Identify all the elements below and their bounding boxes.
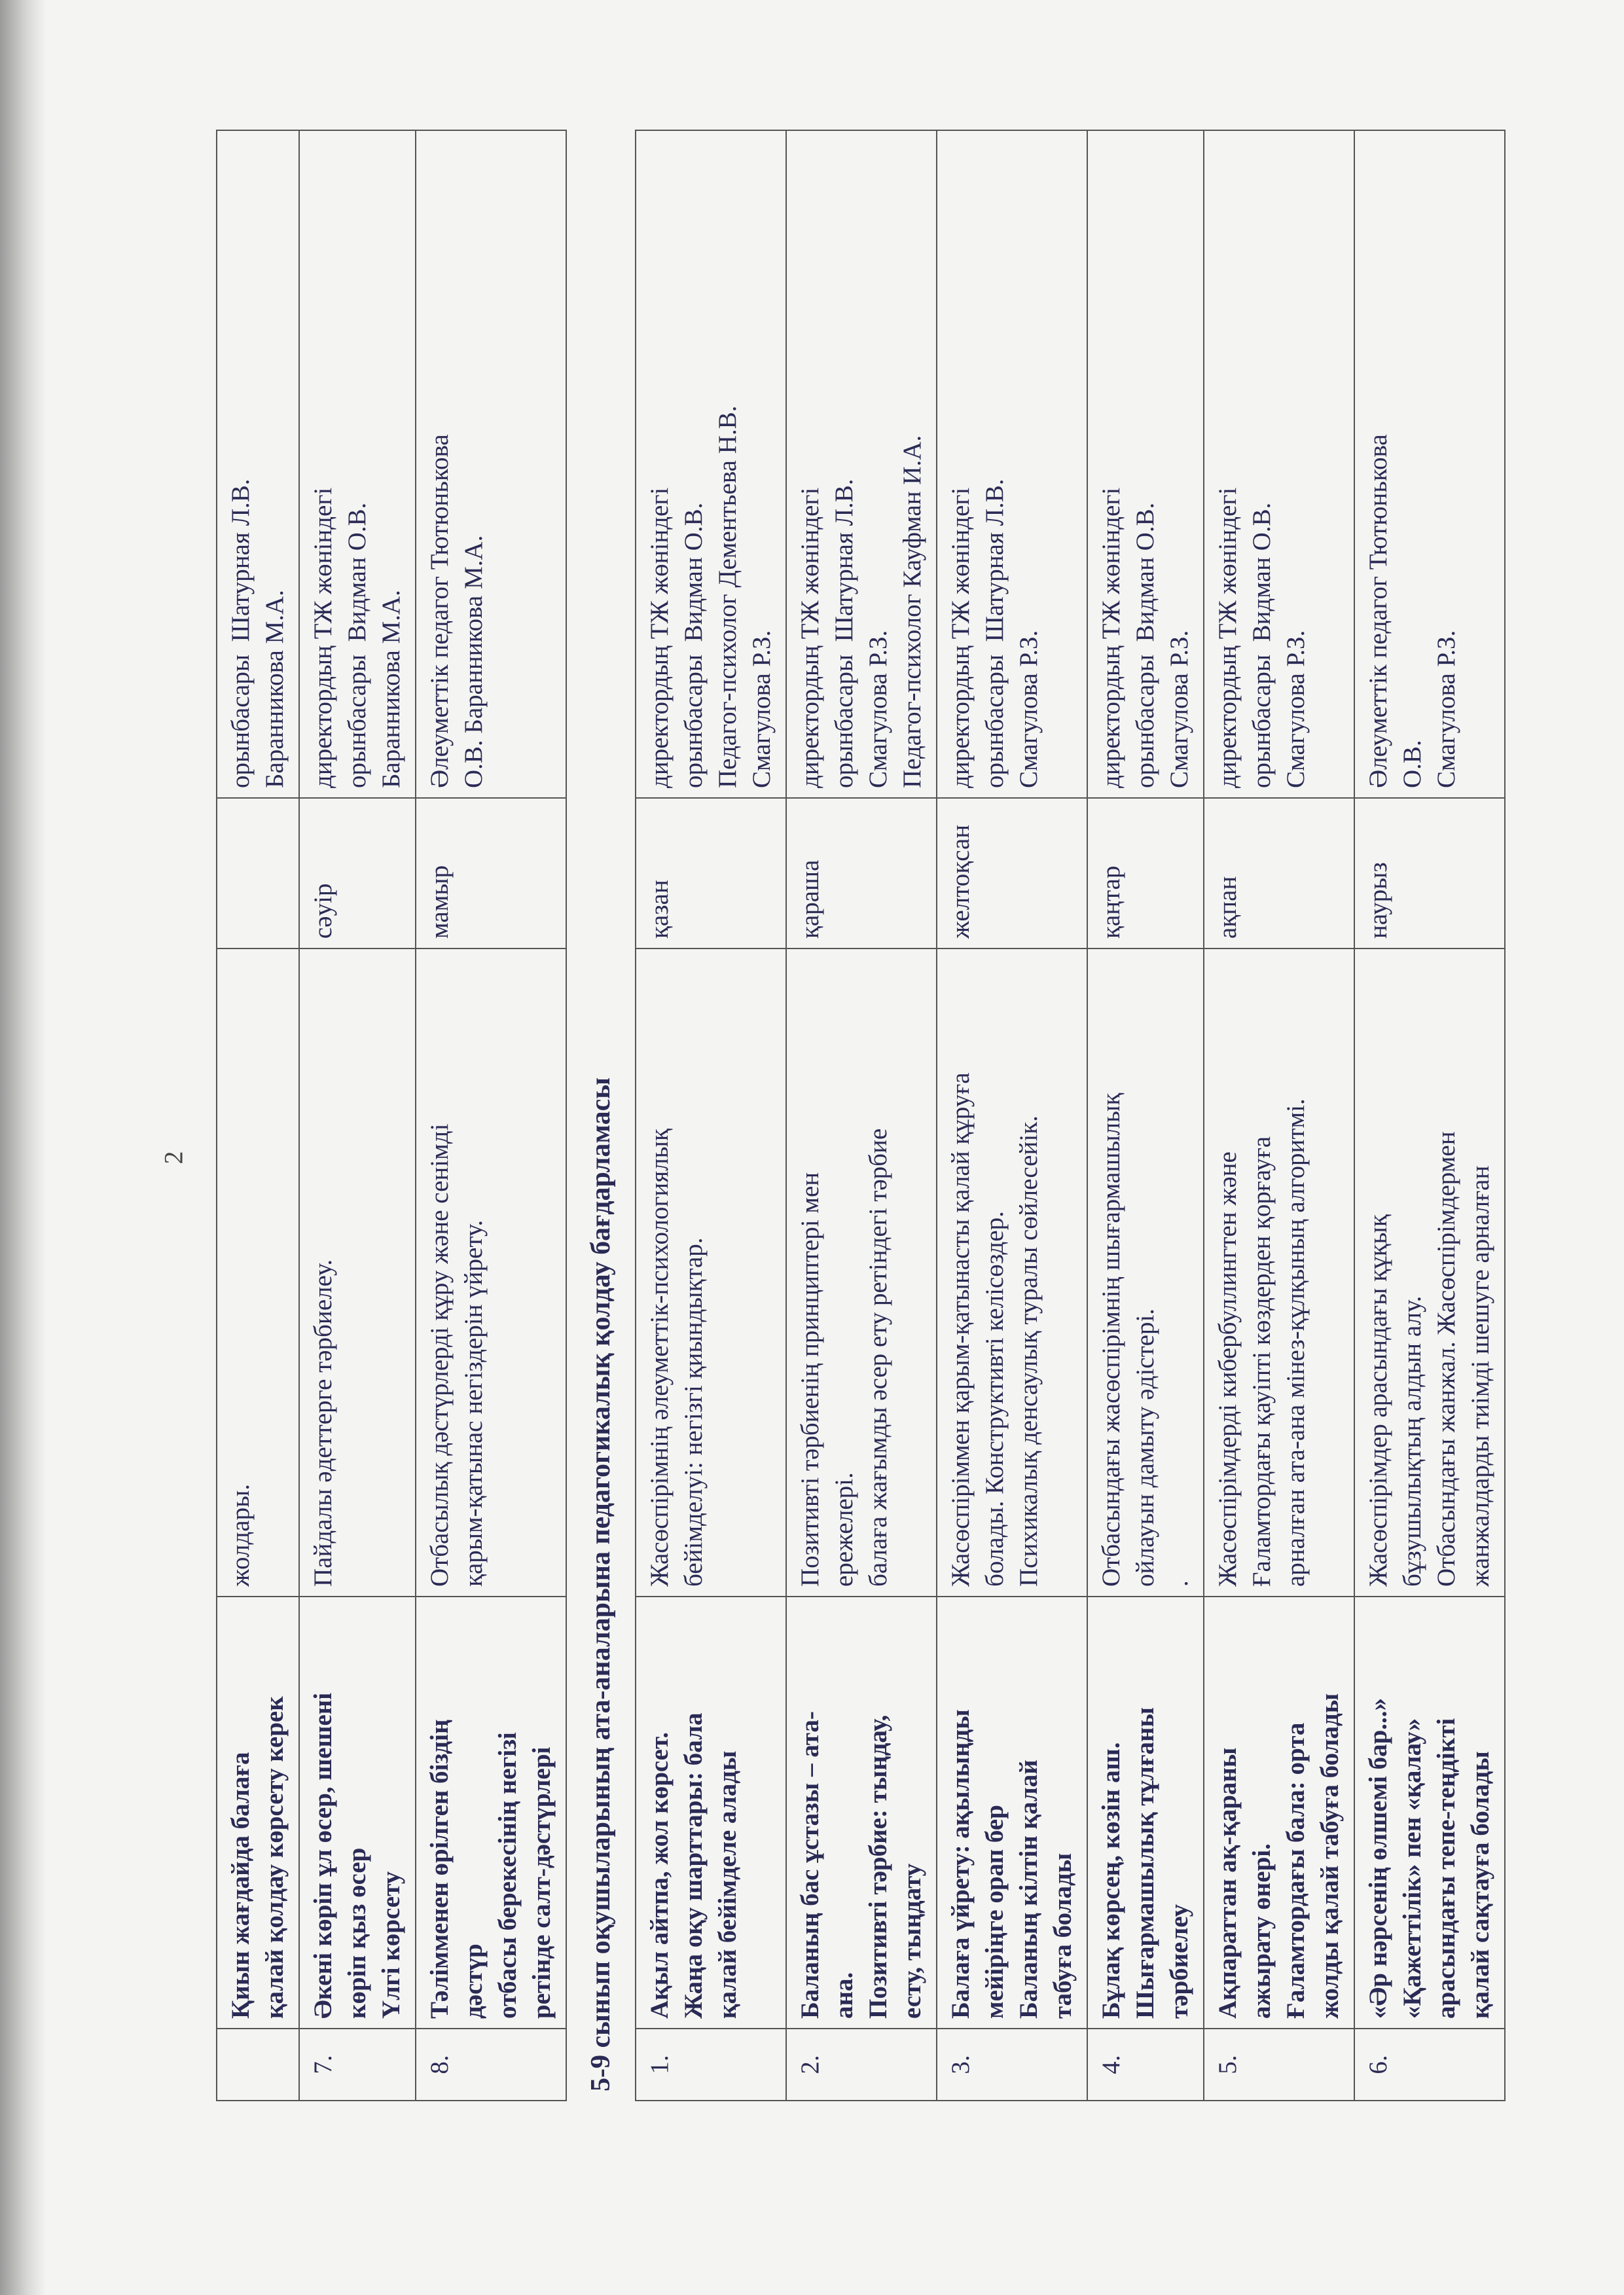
responsible-persons-line: директордың ТЖ жөніндегі: [1097, 487, 1125, 788]
event-topic-line: болады. Конструктивті келісөздер.: [981, 1211, 1009, 1587]
event-topic: [217, 949, 299, 1597]
event-topic-line: бейімделуі: негізгі қиындықтар.: [679, 1237, 708, 1587]
row-number: [217, 2029, 299, 2101]
row-number: 3.: [937, 2029, 1087, 2101]
table-row: [1204, 130, 1354, 2101]
event-title-line: Ғаламтордағы бала: орта: [1282, 1722, 1310, 2019]
responsible-persons-line: Смагулова Р.З.: [1165, 630, 1193, 788]
event-topic-line: бұзушылықтың алдын алу.: [1398, 1295, 1426, 1587]
table-row: [937, 130, 1087, 2101]
section-heading-row: [566, 130, 636, 2101]
event-topic: [416, 949, 566, 1597]
event-title-line: Баланың кілтін қалай: [1015, 1760, 1043, 2019]
event-topic-line: Жасөспіріммен қарым-қатынасты қалай құруға: [947, 1072, 975, 1587]
responsible-persons: [636, 130, 786, 798]
event-title-line: қалай қолдау көрсету керек: [261, 1696, 289, 2019]
event-month: сәуір: [299, 798, 416, 949]
event-title-line: Әкені көріп ұл өсер, шешені: [309, 1692, 337, 2019]
event-title: [299, 1597, 416, 2029]
responsible-persons-line: орынбасары Видман О.В.: [679, 502, 708, 788]
event-topic: [786, 949, 937, 1597]
event-title-line: тәрбиелеу: [1165, 1904, 1193, 2019]
event-topic: [937, 949, 1087, 1597]
event-title-line: қалай бейімделе алады: [713, 1750, 742, 2019]
responsible-persons-line: директордың ТЖ жөніндегі: [947, 487, 975, 788]
responsible-persons: [1204, 130, 1354, 798]
event-title-line: табуға болады: [1049, 1852, 1077, 2019]
event-title-line: ажырату өнері.: [1248, 1843, 1276, 2019]
responsible-persons-line: орынбасары Шатурная Л.В.: [830, 479, 858, 788]
table-row: [1087, 130, 1204, 2101]
table-body-top: [217, 130, 566, 2101]
table-row: [416, 130, 566, 2101]
event-topic-line: жолдары.: [226, 1483, 255, 1587]
event-title-line: Қиын жағдайда балаға: [226, 1752, 255, 2019]
event-title: [416, 1597, 566, 2029]
responsible-persons-line: Смагулова Р.З.: [864, 630, 892, 788]
event-title: [217, 1597, 299, 2029]
event-topic: [299, 949, 416, 1597]
row-number: 1.: [636, 2029, 786, 2101]
responsible-persons: [416, 130, 566, 798]
event-topic-line: қарым-қатынас негіздерін үйрету.: [460, 1220, 488, 1587]
responsible-persons-line: Баранникова М.А.: [377, 590, 405, 788]
event-title-line: көріп қыз өсер: [343, 1847, 371, 2019]
event-title-line: қалай сақтауға болады: [1466, 1751, 1494, 2019]
event-topic-line: Жасөспірімдер арасындағы құқық: [1364, 1214, 1392, 1587]
row-number: 5.: [1204, 2029, 1354, 2101]
row-number: 7.: [299, 2029, 416, 2101]
table-row: [1354, 130, 1505, 2101]
responsible-persons-line: Әлеуметтік педагог Тютюнькова: [425, 434, 454, 788]
event-title-line: дәстүр: [460, 1943, 488, 2019]
row-number: 2.: [786, 2029, 937, 2101]
event-topic-line: ойлауын дамыту әдістері.: [1131, 1308, 1159, 1587]
responsible-persons-line: Смагулова Р.З.: [1432, 630, 1460, 788]
event-month: қазан: [636, 798, 786, 949]
event-topic: [1204, 949, 1354, 1597]
event-title-line: Бұлақ көрсең, көзін аш.: [1097, 1742, 1125, 2019]
responsible-persons-line: Педагог-психолог Дементьева Н.В.: [713, 405, 742, 788]
responsible-persons: [1087, 130, 1204, 798]
page-number: 2: [158, 1151, 189, 1165]
event-month: ақпан: [1204, 798, 1354, 949]
event-topic-line: Позитивті тәрбиенің принциптері мен: [796, 1172, 824, 1587]
responsible-persons-line: Смагулова Р.З.: [1282, 630, 1310, 788]
event-title: [786, 1597, 937, 2029]
event-title-line: Ақыл айтпа, жол көрсет.: [645, 1732, 674, 2019]
event-month: қараша: [786, 798, 937, 949]
responsible-persons-line: Смагулова Р.З.: [1015, 630, 1043, 788]
responsible-persons-line: директордың ТЖ жөніндегі: [645, 487, 674, 788]
event-title-line: Тәлімменен өрілген біздің: [425, 1719, 454, 2019]
event-title-line: Ақпараттан ақ-қараны: [1214, 1747, 1242, 2019]
responsible-persons-line: Смагулова Р.З.: [748, 630, 776, 788]
event-topic-line: Отбасындағы жанжал. Жасөспірімдермен: [1432, 1131, 1460, 1587]
event-topic-line: Пайдалы әдеттерге тәрбиелеу.: [309, 1259, 337, 1587]
event-title-line: «Әр нәрсенің өлшемі бар...»: [1364, 1697, 1392, 2019]
responsible-persons: [1354, 130, 1505, 798]
section-heading-body: [566, 130, 636, 2101]
responsible-persons: [786, 130, 937, 798]
responsible-persons: [299, 130, 416, 798]
responsible-persons-line: орынбасары Видман О.В.: [343, 502, 371, 788]
event-month: мамыр: [416, 798, 566, 949]
event-topic-line: Психикалық денсаулық туралы сөйлесейік.: [1015, 1115, 1043, 1587]
responsible-persons-line: директордың ТЖ жөніндегі: [1214, 487, 1242, 788]
event-topic: [636, 949, 786, 1597]
responsible-persons-line: орынбасары Шатурная Л.В.: [981, 479, 1009, 788]
scan-edge-shadow: [0, 0, 46, 2295]
event-title-line: «Қажеттілік» пен «қалау»: [1398, 1718, 1426, 2019]
event-title-line: есту, тыңдату: [898, 1863, 926, 2019]
event-month: [217, 798, 299, 949]
responsible-persons-line: орынбасары Шатурная Л.В.: [226, 479, 255, 788]
responsible-persons-line: Әлеуметтік педагог Тютюнькова: [1364, 434, 1392, 788]
event-title-line: Баланың бас ұстазы – ата-: [796, 1711, 824, 2019]
event-title: [1087, 1597, 1204, 2029]
event-title-line: отбасы берекесінің негізі: [494, 1732, 522, 2019]
responsible-persons-line: орынбасары Видман О.В.: [1131, 502, 1159, 788]
responsible-persons-line: О.В.: [1398, 740, 1426, 788]
program-table: [216, 130, 1506, 2101]
event-month: наурыз: [1354, 798, 1505, 949]
event-title-line: мейіріңге орап бер: [981, 1805, 1009, 2019]
event-title: [636, 1597, 786, 2029]
event-title-line: Шығармашылық тұлғаны: [1131, 1707, 1159, 2019]
responsible-persons: [217, 130, 299, 798]
event-topic-line: арналған ата-ана мінез-құлқының алгоритмі.: [1282, 1098, 1310, 1587]
event-title-line: жолды қалай табуға болады: [1316, 1693, 1344, 2019]
table-row: [217, 130, 299, 2101]
table-row: [786, 130, 937, 2101]
event-topic-line: балаға жағымды әсер ету ретіндегі тәрбие: [864, 1128, 892, 1587]
event-month: желтоқсан: [937, 798, 1087, 949]
event-title-line: арасындағы тепе-теңдікті: [1432, 1718, 1460, 2019]
event-topic-line: .: [1165, 1580, 1193, 1587]
event-title-line: ана.: [830, 1972, 858, 2019]
row-number: 4.: [1087, 2029, 1204, 2101]
table-row: [299, 130, 416, 2101]
responsible-persons-line: директордың ТЖ жөніндегі: [309, 487, 337, 788]
event-topic: [1087, 949, 1204, 1597]
event-topic-line: жанжалдарды тиімді шешуге арналған: [1466, 1165, 1494, 1587]
event-title-line: ретінде салт-дәстүрлері: [528, 1746, 556, 2019]
responsible-persons-line: Баранникова М.А.: [261, 590, 289, 788]
event-topic-line: Жасөспірімнің әлеуметтік-психологиялық: [645, 1129, 674, 1587]
event-title-line: Балаға үйрету: ақылыңды: [947, 1709, 975, 2019]
event-title-line: Үлгі көрсету: [377, 1871, 405, 2019]
event-title-line: Жаңа оқу шарттары: бала: [679, 1712, 708, 2019]
event-topic-line: Ғаламтордағы қауіпті көздерден қорғауға: [1248, 1136, 1276, 1587]
section-heading: 5-9 сынып оқушыларының ата-аналарына педагогикалық қолдау бағдарламасы: [566, 130, 636, 2101]
event-title: [1354, 1597, 1505, 2029]
responsible-persons-line: орынбасары Видман О.В.: [1248, 502, 1276, 788]
event-topic: [1354, 949, 1505, 1597]
event-topic-line: Отбасындағы жасөспірімнің шығармашылық: [1097, 1093, 1125, 1587]
event-topic-line: Жасөспірімдерді кибербуллингтен және: [1214, 1151, 1242, 1587]
rotated-table-wrapper: [216, 131, 1578, 2101]
event-topic-line: Отбасылық дәстүрлерді құру және сенімді: [425, 1123, 454, 1587]
responsible-persons-line: Педагог-психолог Кауфман И.А.: [898, 435, 926, 788]
responsible-persons-line: О.В. Баранникова М.А.: [460, 535, 488, 788]
table-row: [636, 130, 786, 2101]
table-body-bottom: [636, 130, 1505, 2101]
event-title: [937, 1597, 1087, 2029]
event-title: [1204, 1597, 1354, 2029]
row-number: 6.: [1354, 2029, 1505, 2101]
event-topic-line: ережелері.: [830, 1472, 858, 1587]
responsible-persons-line: директордың ТЖ жөніндегі: [796, 487, 824, 788]
row-number: 8.: [416, 2029, 566, 2101]
event-month: қаңтар: [1087, 798, 1204, 949]
responsible-persons: [937, 130, 1087, 798]
event-title-line: Позитивті тәрбие: тыңдау,: [864, 1714, 892, 2019]
